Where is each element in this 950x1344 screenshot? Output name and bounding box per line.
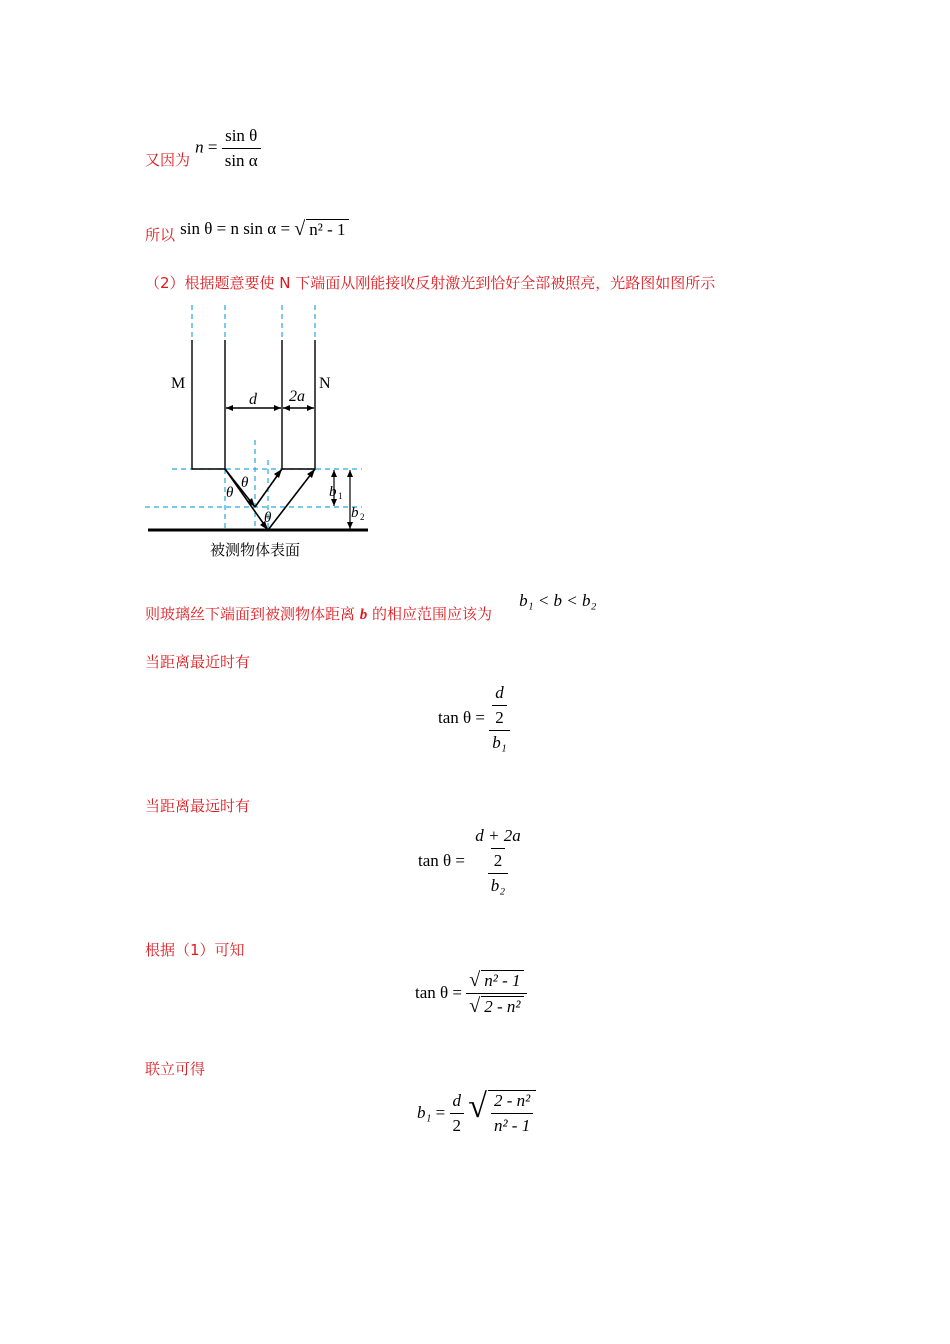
equation-b1-result: b₁ = $\frac{d}{2}$ √ $\frac{\text{2 - n²}}{\text{n² - 1}}$ (417, 1090, 536, 1136)
text-from-part-one: 根据（1）可知 (145, 941, 245, 959)
text-because: 又因为 (145, 151, 191, 169)
arrowhead-d-left (226, 405, 233, 411)
text-nearest: 当距离最近时有 (145, 653, 251, 671)
formula-range: b₁ < b < b₂ (519, 591, 597, 610)
equation-nearest: tan θ = $\frac{\frac{d}{2}}{\text{b₁}}$ (438, 683, 510, 753)
equation-tan-theta: tan θ = √ n² - 1 √ 2 - n² (415, 969, 527, 1017)
equation-sin-theta (145, 214, 349, 245)
label-b2-sub: 2 (360, 512, 365, 522)
text-combine: 联立可得 (145, 1060, 206, 1078)
equation-refraction-index (145, 126, 261, 171)
equation-farthest: tan θ = $\frac{\frac{d + 2a}{2}}{\text{b₂}}$ (418, 826, 521, 895)
arrowhead-d-right (274, 405, 281, 411)
label-theta-3: θ (264, 510, 272, 526)
range-statement (145, 590, 597, 623)
arrowhead-2a-left (283, 405, 290, 411)
formula-n: n = $\frac{\text{sin θ}}{\text{sin α}}$ (195, 126, 261, 171)
label-2a: 2a (289, 388, 305, 405)
fiber-m (192, 340, 225, 469)
label-m: M (171, 375, 186, 392)
formula-sin-theta: sin θ = n sin α = √ n² - 1 (180, 219, 348, 241)
label-theta-2: θ (226, 485, 234, 501)
text-therefore: 所以 (145, 226, 176, 244)
label-surface: 被测物体表面 (210, 541, 301, 559)
text-farthest: 当距离最远时有 (145, 797, 251, 815)
arrowhead-2a-right (307, 405, 314, 411)
text-part-two: （2）根据题意要使 N 下端面从刚能接收反射激光到恰好全部被照亮，光路图如图所示 (145, 274, 716, 292)
arrowhead-ray-3 (274, 469, 282, 478)
optical-path-diagram (140, 300, 380, 565)
label-theta-1: θ (241, 475, 249, 491)
fraction-sin: $\frac{\text{sin θ}}{\text{sin α}}$ (222, 126, 261, 171)
label-b1: b (329, 484, 337, 500)
label-n: N (319, 375, 331, 392)
text-range: 则玻璃丝下端面到被测物体距离 b 的相应范围应该为 (145, 605, 493, 623)
label-b1-sub: 1 (338, 491, 343, 501)
label-d: d (249, 391, 257, 408)
label-b2: b (351, 505, 359, 521)
